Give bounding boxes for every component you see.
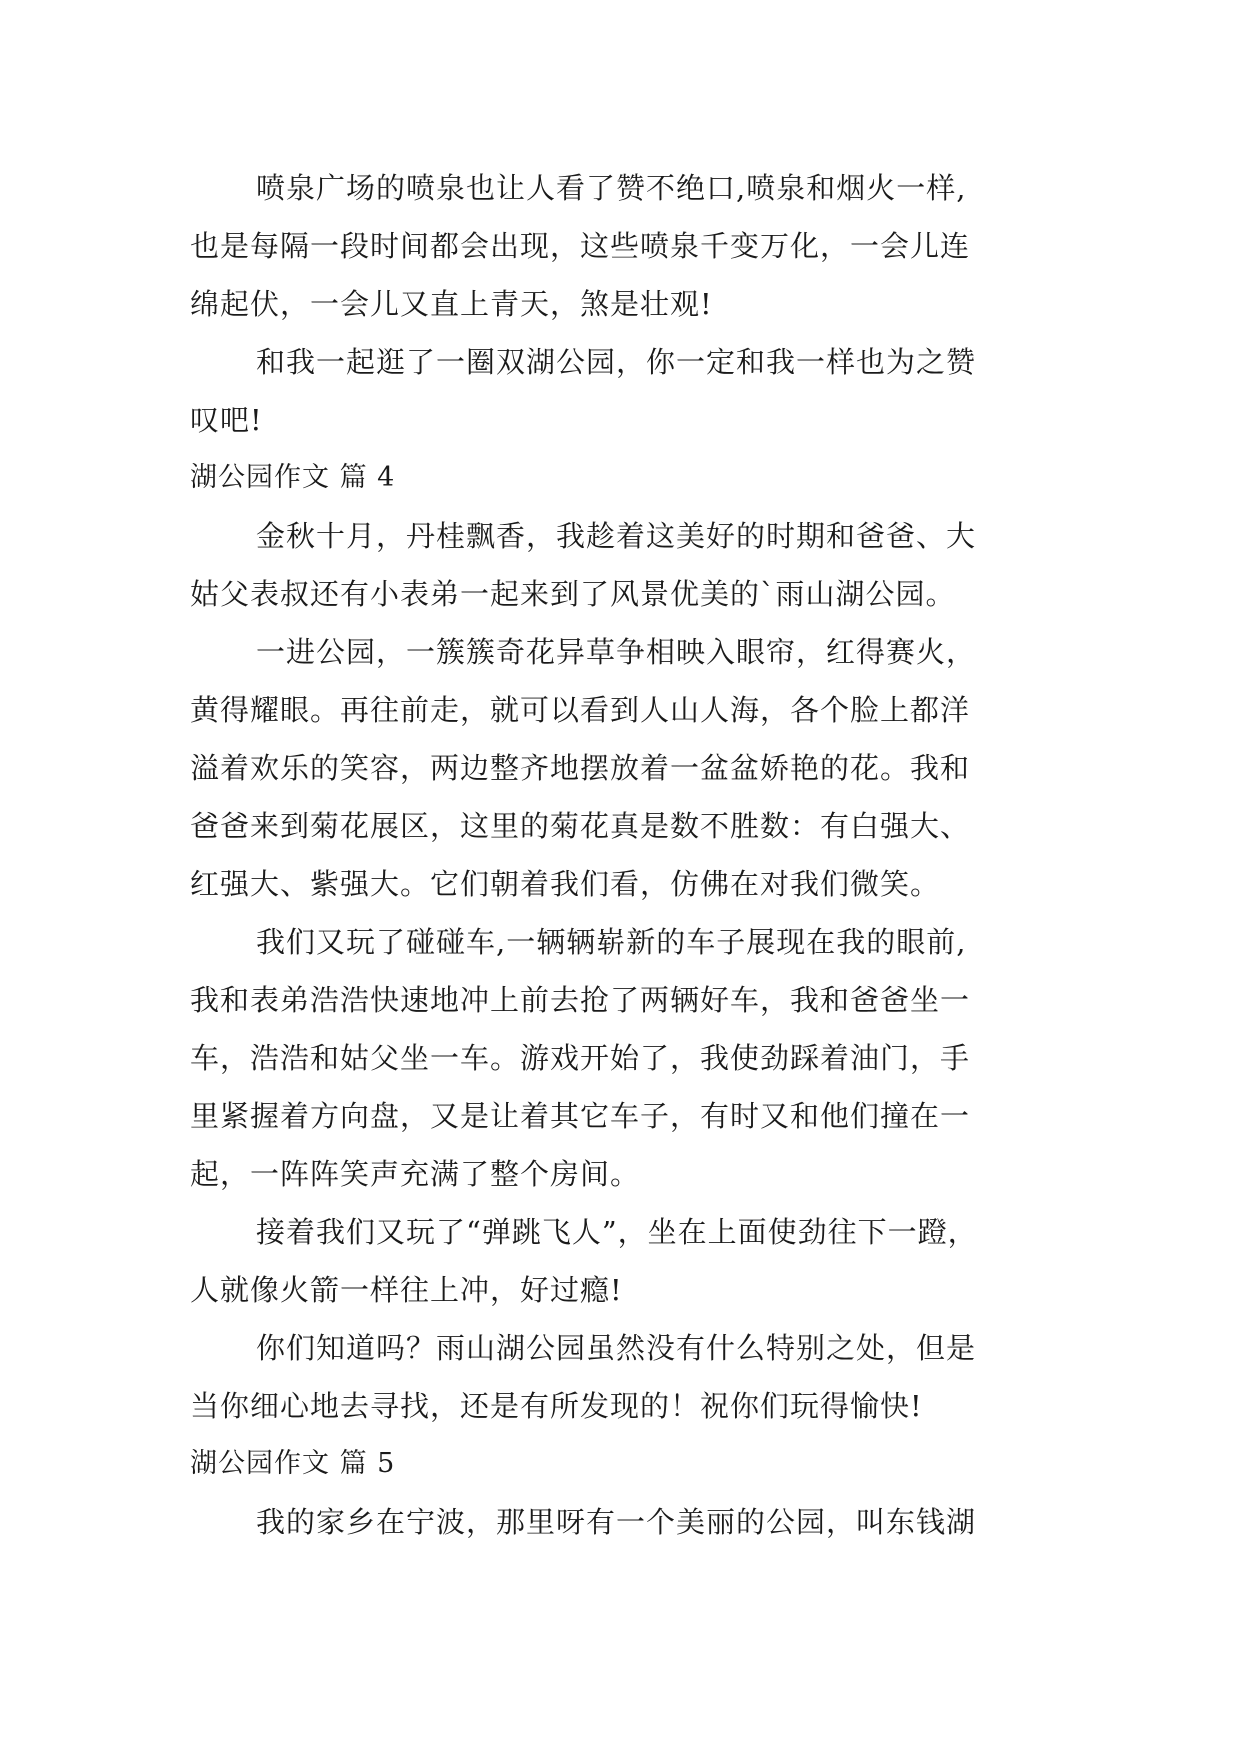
paragraph-line: 和我一起逛了一圈双湖公园，你一定和我一样也为之赞 bbox=[256, 345, 977, 379]
paragraph-line: 叹吧! bbox=[190, 403, 263, 437]
paragraph-line: 一进公园，一簇簇奇花异草争相映入眼帘，红得赛火， bbox=[256, 635, 977, 669]
paragraph-line: 也是每隔一段时间都会出现，这些喷泉千变万化，一会儿连 bbox=[190, 229, 971, 263]
paragraph-line: 你们知道吗？雨山湖公园虽然没有什么特别之处，但是 bbox=[256, 1331, 977, 1365]
paragraph-line: 绵起伏，一会儿又直上青天，煞是壮观! bbox=[190, 287, 713, 321]
paragraph-line: 溢着欢乐的笑容，两边整齐地摆放着一盆盆娇艳的花。我和 bbox=[190, 751, 971, 785]
paragraph-line: 我们又玩了碰碰车,一辆辆崭新的车子展现在我的眼前, bbox=[256, 925, 967, 959]
paragraph-line: 人就像火箭一样往上冲，好过瘾! bbox=[190, 1273, 623, 1307]
paragraph-line: 我的家乡在宁波，那里呀有一个美丽的公园，叫东钱湖 bbox=[256, 1505, 977, 1539]
paragraph-line: 当你细心地去寻找，还是有所发现的！祝你们玩得愉快! bbox=[190, 1389, 923, 1423]
section-heading: 湖公园作文 篇 4 bbox=[190, 462, 396, 493]
paragraph-line: 金秋十月，丹桂飘香，我趁着这美好的时期和爸爸、大 bbox=[256, 519, 977, 553]
paragraph-line: 接着我们又玩了“弹跳飞人”，坐在上面使劲往下一蹬， bbox=[256, 1215, 978, 1249]
paragraph-line: 喷泉广场的喷泉也让人看了赞不绝口,喷泉和烟火一样, bbox=[256, 171, 967, 205]
paragraph-line: 红强大、紫强大。它们朝着我们看，仿佛在对我们微笑。 bbox=[190, 867, 941, 901]
paragraph-line: 里紧握着方向盘，又是让着其它车子，有时又和他们撞在一 bbox=[190, 1099, 971, 1133]
paragraph-line: 我和表弟浩浩快速地冲上前去抢了两辆好车，我和爸爸坐一 bbox=[190, 983, 971, 1017]
paragraph-line: 车，浩浩和姑父坐一车。游戏开始了，我使劲踩着油门，手 bbox=[190, 1041, 971, 1075]
paragraph-line: 爸爸来到菊花展区，这里的菊花真是数不胜数：有白强大、 bbox=[190, 809, 971, 843]
section-heading: 湖公园作文 篇 5 bbox=[190, 1448, 396, 1479]
paragraph-line: 姑父表叔还有小表弟一起来到了风景优美的`雨山湖公园。 bbox=[190, 577, 956, 611]
paragraph-line: 黄得耀眼。再往前走，就可以看到人山人海，各个脸上都洋 bbox=[190, 693, 971, 727]
paragraph-line: 起，一阵阵笑声充满了整个房间。 bbox=[190, 1157, 641, 1191]
